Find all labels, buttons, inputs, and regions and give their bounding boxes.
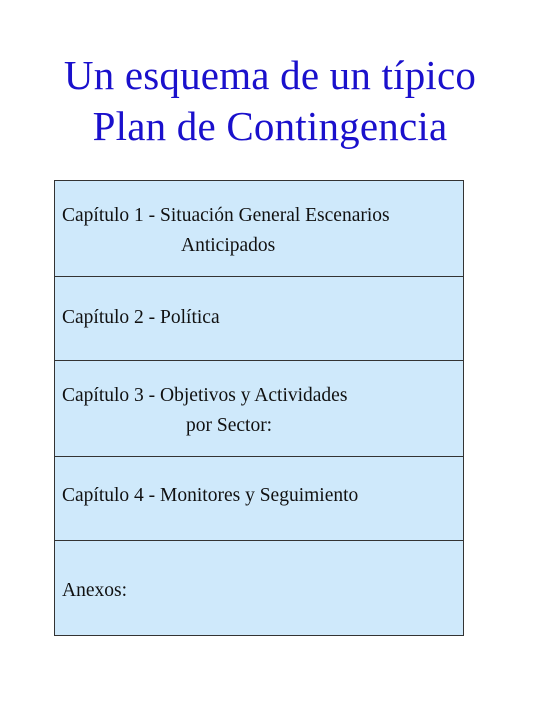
outline-item-chapter-1	[55, 181, 463, 277]
chapter-1-label: Capítulo 1 - Situación General Escenarios	[62, 205, 390, 226]
outline-item-chapter-4	[55, 457, 463, 541]
annexes-label: Anexos:	[62, 580, 127, 601]
chapter-2-label: Capítulo 2 - Política	[62, 307, 220, 328]
chapter-3-label: Capítulo 3 - Objetivos y Actividades	[62, 385, 348, 406]
page-title-line-1: Un esquema de un típico	[63, 52, 477, 98]
chapter-3-label-continuation: por Sector:	[186, 415, 273, 436]
outline-item-annexes	[55, 541, 463, 635]
page-title	[0, 50, 540, 152]
outline-item-chapter-2	[55, 277, 463, 361]
chapter-4-label: Capítulo 4 - Monitores y Seguimiento	[62, 485, 359, 506]
chapter-1-label-continuation: Anticipados	[181, 235, 276, 256]
outline-item-chapter-3	[55, 361, 463, 457]
contingency-plan-outline	[54, 180, 464, 636]
page-title-line-2: Plan de Contingencia	[92, 103, 448, 149]
